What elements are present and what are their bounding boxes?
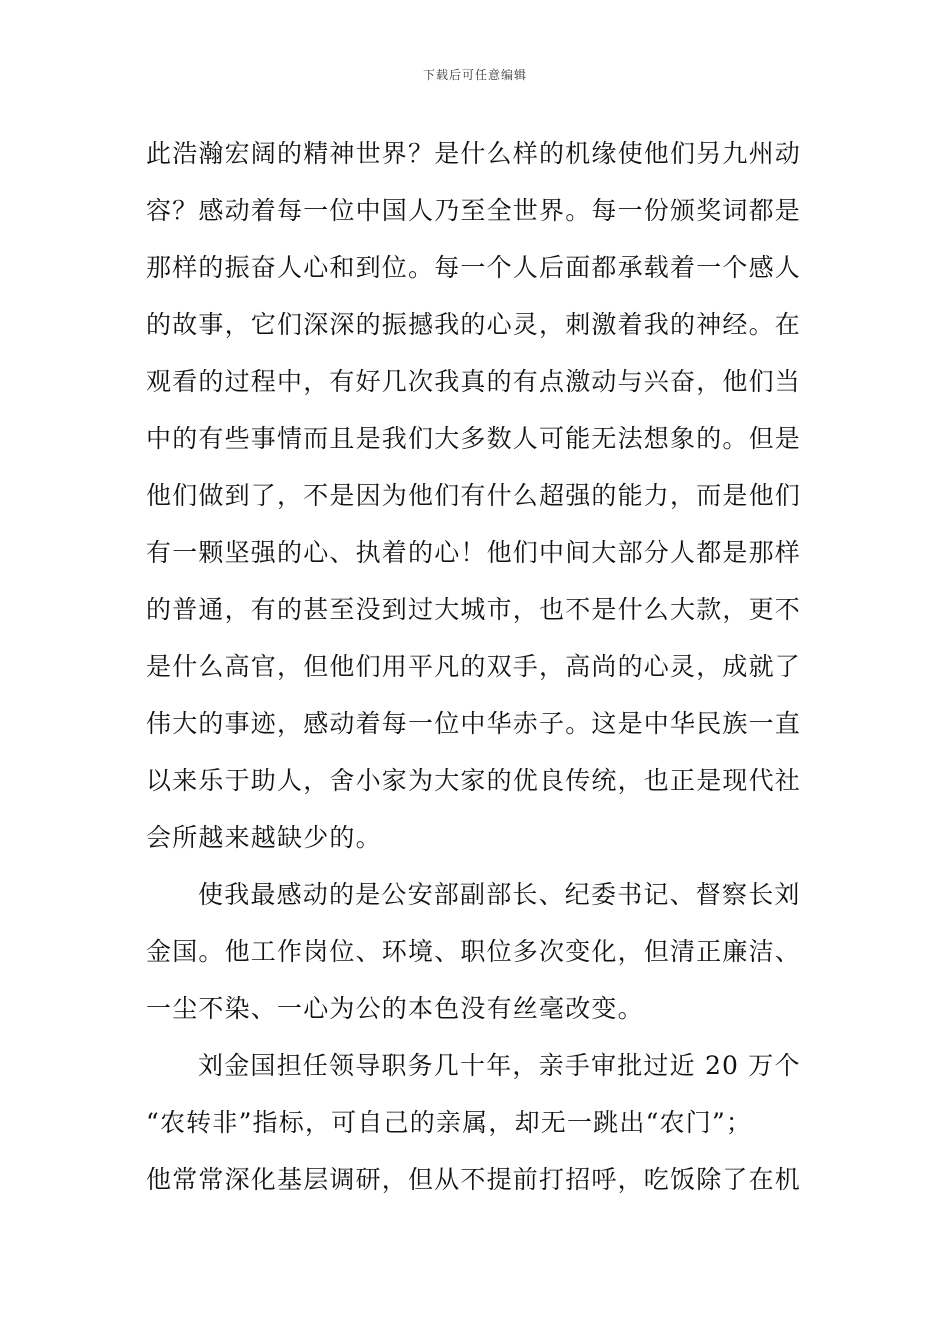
text-line: 观看的过程中，有好几次我真的有点激动与兴奋，他们当 [146,367,802,396]
text-line: 那样的振奋人心和到位。每一个人后面都承载着一个感人 [146,253,802,282]
text-line: 以来乐于助人，舍小家为大家的优良传统，也正是现代社 [146,766,802,795]
text-line: 的普通，有的甚至没到过大城市，也不是什么大款，更不 [146,595,802,624]
paragraph-1 [146,125,816,866]
text-line: 的故事，它们深深的振撼我的心灵，刺激着我的神经。在 [146,310,802,339]
text-line: 容？感动着每一位中国人乃至全世界。每一份颁奖词都是 [146,196,802,225]
text-line: 他常常深化基层调研，但从不提前打招呼，吃饭除了在机 [146,1165,802,1194]
text-line: 一尘不染、一心为公的本色没有丝毫改变。 [146,994,644,1023]
text-line: 此浩瀚宏阔的精神世界？是什么样的机缘使他们另九州动 [146,139,802,168]
text-line: 有一颗坚强的心、执着的心！他们中间大部分人都是那样 [146,538,802,567]
text-line: 刘金国担任领导职务几十年，亲手审批过近 20 万个 [198,1051,801,1080]
text-line: 中的有些事情而且是我们大多数人可能无法想象的。但是 [146,424,802,453]
text-line: 伟大的事迹，感动着每一位中华赤子。这是中华民族一直 [146,709,802,738]
paragraph-2 [146,866,816,1037]
document-body [146,125,816,1208]
text-line: 使我最感动的是公安部副部长、纪委书记、督察长刘 [198,880,801,909]
text-line: 他们做到了，不是因为他们有什么超强的能力，而是他们 [146,481,802,510]
text-line: “农转非”指标，可自己的亲属，却无一跳出“农门”； [146,1108,753,1137]
paragraph-3 [146,1037,816,1208]
text-line: 会所越来越缺少的。 [146,823,382,852]
text-line: 金国。他工作岗位、环境、职位多次变化，但清正廉洁、 [146,937,802,966]
page-header: 下载后可任意编辑 [422,68,527,82]
text-line: 是什么高官，但他们用平凡的双手，高尚的心灵，成就了 [146,652,802,681]
